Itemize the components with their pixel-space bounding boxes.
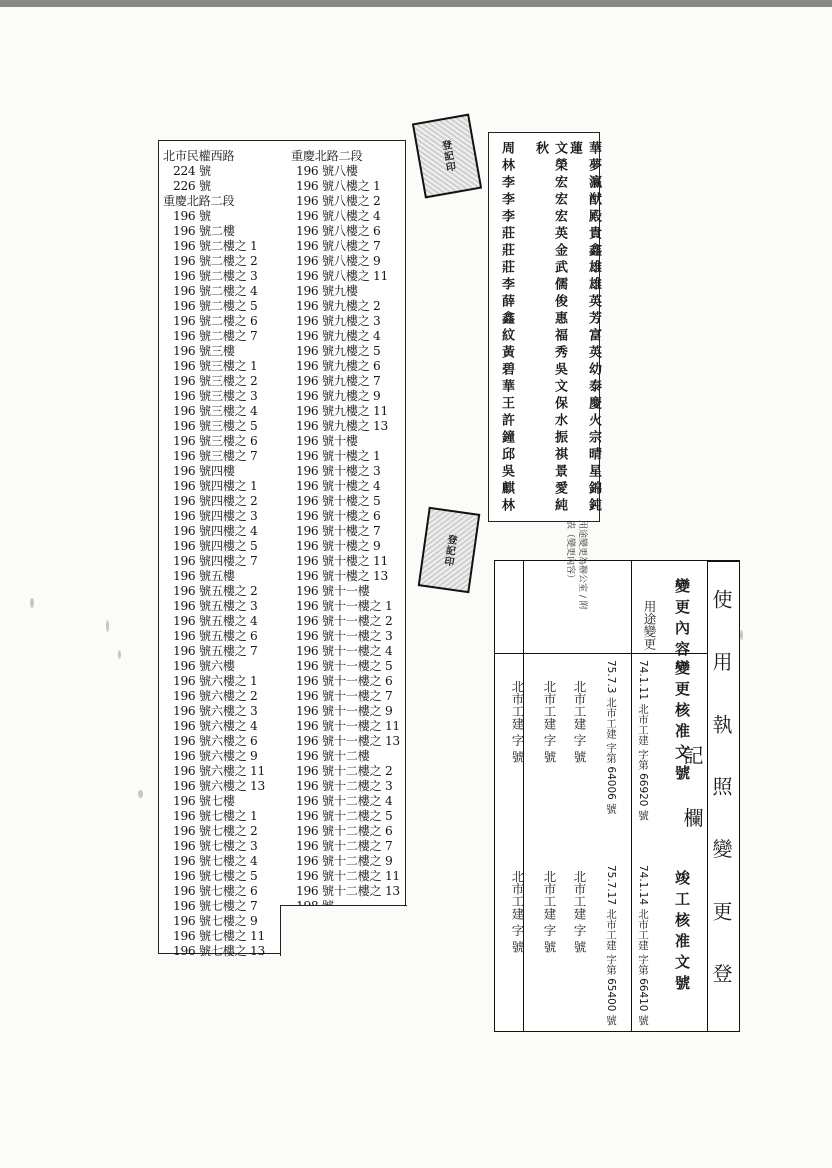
address-line: 196 號十一樓之 5 xyxy=(296,659,393,673)
address-line: 196 號十一樓之 3 xyxy=(296,629,393,643)
address-line: 196 號九樓之 13 xyxy=(296,419,388,433)
address-line: 196 號七樓之 3 xyxy=(173,839,258,853)
address-line: 196 號八樓之 9 xyxy=(296,254,381,268)
row1-content: 用途變更 xyxy=(642,600,657,650)
scan-speck xyxy=(118,650,121,659)
address-line: 196 號七樓之 11 xyxy=(173,929,265,943)
address-line: 196 號九樓之 5 xyxy=(296,344,381,358)
address-line: 196 號十二樓之 2 xyxy=(296,764,393,778)
seal-text: 登記印 xyxy=(438,138,456,174)
address-line: 196 號二樓之 7 xyxy=(173,329,258,343)
address-line: 196 號五樓之 6 xyxy=(173,629,258,643)
register-title: 使 用 執 照 變 更 登 記 欄 xyxy=(680,588,733,1002)
address-line: 196 號八樓之 11 xyxy=(296,269,388,283)
official-seal-stamp xyxy=(412,114,482,199)
address-line: 196 號十樓之 13 xyxy=(296,569,388,583)
seal-text: 登記印 xyxy=(441,532,457,568)
address-line: 重慶北路二段 xyxy=(291,149,363,163)
address-line: 196 號十一樓之 4 xyxy=(296,644,393,658)
address-line: 196 號十樓之 3 xyxy=(296,464,381,478)
address-line: 196 號九樓之 11 xyxy=(296,404,388,418)
address-line: 196 號二樓 xyxy=(173,224,235,238)
address-line: 196 號七樓之 7 xyxy=(173,899,258,913)
address-list-box xyxy=(158,140,406,958)
row3-change-no: 北市工建 字 號 xyxy=(572,680,587,763)
address-line: 196 號九樓之 9 xyxy=(296,389,381,403)
address-line: 196 號四樓 xyxy=(173,464,235,478)
address-line: 196 號十一樓之 6 xyxy=(296,674,393,688)
address-column-left xyxy=(163,149,265,959)
address-line: 196 號十二樓之 3 xyxy=(296,779,393,793)
address-line: 196 號十一樓之 13 xyxy=(296,734,400,748)
address-line: 196 號十一樓 xyxy=(296,584,370,598)
row2-change-no: 75.7.3 北市工建 字第 64006 號 xyxy=(605,660,617,814)
address-line: 196 號十一樓之 11 xyxy=(296,719,400,733)
address-line: 196 號十樓之 4 xyxy=(296,479,381,493)
row4-complete-no: 北市工建 字 號 xyxy=(542,870,557,953)
address-line: 196 號三樓之 5 xyxy=(173,419,258,433)
address-line: 196 號九樓之 3 xyxy=(296,314,381,328)
row5-change-no: 北市工建 字 號 xyxy=(510,680,525,763)
address-line: 196 號十樓之 9 xyxy=(296,539,381,553)
address-line: 196 號四樓之 5 xyxy=(173,539,258,553)
address-line: 196 號七樓之 6 xyxy=(173,884,258,898)
address-line: 196 號五樓之 7 xyxy=(173,644,258,658)
address-line: 196 號十二樓之 7 xyxy=(296,839,393,853)
address-line: 196 號三樓之 3 xyxy=(173,389,258,403)
address-line: 196 號六樓之 3 xyxy=(173,704,258,718)
scan-speck xyxy=(30,598,34,608)
address-line: 196 號九樓之 2 xyxy=(296,299,381,313)
address-line: 196 號七樓之 2 xyxy=(173,824,258,838)
address-line: 196 號三樓之 1 xyxy=(173,359,258,373)
address-line: 196 號九樓 xyxy=(296,284,358,298)
header-change-approval-no: 變更核准文號 xyxy=(673,660,691,786)
address-line: 196 號三樓 xyxy=(173,344,235,358)
address-line: 196 號六樓之 4 xyxy=(173,719,258,733)
address-line: 196 號二樓之 6 xyxy=(173,314,258,328)
address-line: 196 號四樓之 4 xyxy=(173,524,258,538)
row1-change-no: 74.1.11 北市工建 字第 66920 號 xyxy=(637,660,649,821)
row3-complete-no: 北市工建 字 號 xyxy=(572,870,587,953)
address-line: 196 號四樓之 7 xyxy=(173,554,258,568)
address-line: 196 號三樓之 4 xyxy=(173,404,258,418)
address-line: 196 號四樓之 3 xyxy=(173,509,258,523)
address-line: 196 號七樓 xyxy=(173,794,235,808)
address-line: 196 號十二樓之 4 xyxy=(296,794,393,808)
address-line: 196 號十一樓之 1 xyxy=(296,599,393,613)
address-line: 196 號十樓之 6 xyxy=(296,509,381,523)
address-column-right xyxy=(291,149,400,914)
scan-speck xyxy=(740,630,743,640)
header-change-content: 變更內容 xyxy=(673,578,691,662)
address-line: 196 號十樓之 5 xyxy=(296,494,381,508)
scan-speck xyxy=(106,620,109,632)
row5-complete-no: 北市工建 字 號 xyxy=(510,870,525,953)
address-line: 196 號二樓之 5 xyxy=(173,299,258,313)
address-line: 196 號十一樓之 7 xyxy=(296,689,393,703)
address-line: 196 號十樓 xyxy=(296,434,358,448)
address-line: 196 號十二樓之 6 xyxy=(296,824,393,838)
address-line: 196 號十二樓之 5 xyxy=(296,809,393,823)
address-line: 196 號九樓之 7 xyxy=(296,374,381,388)
names-column-2: 文榮宏宏宏英金武儒俊惠福秀吳文保水振祺景愛純秋 xyxy=(533,141,567,515)
address-line: 196 號七樓之 9 xyxy=(173,914,258,928)
names-column-3: 周林李李李莊莊莊李薛鑫紋黃碧華王許鐘邱吳麒林 xyxy=(499,141,514,515)
address-line: 196 號七樓之 13 xyxy=(173,944,265,958)
address-line: 重慶北路二段 xyxy=(163,194,235,208)
scan-top-edge xyxy=(0,0,832,7)
address-line: 196 號二樓之 2 xyxy=(173,254,258,268)
address-line: 196 號六樓之 6 xyxy=(173,734,258,748)
address-line: 196 號 xyxy=(173,209,211,223)
address-line: 196 號五樓 xyxy=(173,569,235,583)
header-completion-approval-no: 竣工核准文號 xyxy=(673,870,691,996)
address-line: 196 號六樓之 2 xyxy=(173,689,258,703)
address-line: 196 號五樓之 2 xyxy=(173,584,258,598)
address-line: 196 號九樓之 4 xyxy=(296,329,381,343)
owner-names-box xyxy=(488,132,600,522)
address-line: 196 號十樓之 11 xyxy=(296,554,388,568)
address-line: 196 號六樓之 1 xyxy=(173,674,258,688)
address-line: 196 號八樓之 4 xyxy=(296,209,381,223)
address-line: 196 號七樓之 4 xyxy=(173,854,258,868)
address-line: 196 號十一樓之 2 xyxy=(296,614,393,628)
address-line: 196 號八樓 xyxy=(296,164,358,178)
address-line: 196 號十樓之 1 xyxy=(296,449,381,463)
address-line: 196 號八樓之 1 xyxy=(296,179,381,193)
address-line: 196 號三樓之 7 xyxy=(173,449,258,463)
address-line: 224 號 xyxy=(173,164,211,178)
address-line: 196 號四樓之 1 xyxy=(173,479,258,493)
address-box-notch xyxy=(280,905,407,956)
address-line: 196 號五樓之 3 xyxy=(173,599,258,613)
address-line: 196 號六樓之 9 xyxy=(173,749,258,763)
row1-complete-no: 74.1.14 北市工建 字第 66410 號 xyxy=(637,865,649,1026)
address-line: 196 號二樓之 3 xyxy=(173,269,258,283)
address-line: 196 號三樓之 2 xyxy=(173,374,258,388)
address-line: 196 號十二樓之 13 xyxy=(296,884,400,898)
address-line: 196 號七樓之 1 xyxy=(173,809,258,823)
address-line: 196 號九樓之 6 xyxy=(296,359,381,373)
address-line: 196 號十二樓之 9 xyxy=(296,854,393,868)
address-line: 196 號六樓之 11 xyxy=(173,764,265,778)
official-seal-stamp xyxy=(418,507,481,593)
address-line: 196 號二樓之 1 xyxy=(173,239,258,253)
address-line: 196 號十二樓 xyxy=(296,749,370,763)
address-line: 196 號十二樓之 11 xyxy=(296,869,400,883)
address-line: 北市民權西路 xyxy=(163,149,235,163)
address-line: 196 號八樓之 6 xyxy=(296,224,381,238)
address-line: 196 號四樓之 2 xyxy=(173,494,258,508)
address-line: 196 號八樓之 2 xyxy=(296,194,381,208)
address-line: 196 號五樓之 4 xyxy=(173,614,258,628)
row2-complete-no: 75.7.17 北市工建 字第 65400 號 xyxy=(605,865,617,1026)
names-column-1: 華夢瀛猷殿貴鑫雄雄英芳富英幼泰慶火宗晴星錦鈍蓮 xyxy=(567,141,601,515)
address-line: 196 號二樓之 4 xyxy=(173,284,258,298)
address-line: 226 號 xyxy=(173,179,211,193)
address-line: 196 號十樓之 7 xyxy=(296,524,381,538)
address-line: 196 號八樓之 7 xyxy=(296,239,381,253)
address-line: 196 號六樓之 13 xyxy=(173,779,265,793)
address-line: 196 號三樓之 6 xyxy=(173,434,258,448)
row4-change-no: 北市工建 字 號 xyxy=(542,680,557,763)
handwritten-note: 用途變更為辦公室 / 附表（變更內容） xyxy=(565,520,587,610)
address-line: 196 號十一樓之 9 xyxy=(296,704,393,718)
address-line: 196 號七樓之 5 xyxy=(173,869,258,883)
address-line: 196 號六樓 xyxy=(173,659,235,673)
scan-speck xyxy=(138,790,143,798)
